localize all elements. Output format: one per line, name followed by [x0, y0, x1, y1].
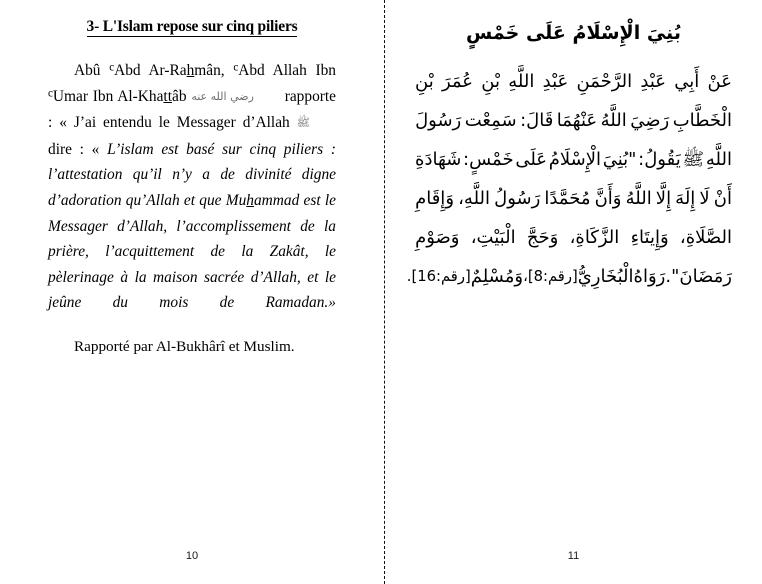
ar-line-2 [415, 101, 732, 140]
superscript-ayn-2: c [233, 61, 239, 74]
translit-underline-h1: h [186, 62, 195, 80]
ar-line-1-word-4: الرَّحْمَنِ [576, 71, 633, 92]
narration-quote-l4c: L’islam est basé sur [107, 140, 242, 158]
ar-line-4-word-2: لَا [699, 188, 710, 209]
ar-line-6-word-3: الْبُخَارِيُّ [577, 266, 634, 287]
ar-line-3-word-8: شَهَادَةِ [415, 149, 462, 170]
ar-line-5 [415, 218, 732, 257]
ar-line-5-word-4: وَحَجَّ [526, 227, 559, 248]
ar-line-3-word-6: عَلَى [515, 149, 548, 170]
translit-underline-h2: h [246, 192, 254, 210]
ar-line-2-word-4: عَنْهُمَا [556, 110, 598, 131]
ar-line-2-word-7: رَسُولَ [415, 110, 462, 131]
right-page-arabic [385, 0, 762, 584]
ar-line-2-word-3: اللَّهُ [600, 110, 627, 131]
ar-line-5-word-5: الْبَيْتِ، [470, 227, 516, 248]
ar-line-3-word-7: خَمْسٍ: [463, 149, 514, 170]
ar-line-2-word-2: رَضِيَ [630, 110, 670, 131]
narration-text-l2d: âb [171, 87, 187, 105]
ar-line-1 [415, 62, 732, 101]
ar-line-6-word-2: رَوَاهُ [633, 266, 666, 287]
ar-line-4-word-9: اللَّهِ، [458, 188, 491, 209]
narration-text-l2b: Umar Ibn Al-Kha [52, 87, 164, 105]
ar-line-4-word-1: أَنْ [713, 188, 732, 209]
ar-line-4-word-7: مُحَمَّدًا [544, 188, 591, 209]
folio-right: 11 [567, 550, 580, 562]
narration-quote-l9: l’acquittement de la Zakât, le pèlerinage à [48, 243, 336, 286]
source-attribution: Rapporté par Al-Bukhârî et Muslim. [74, 337, 295, 355]
folio-left: 10 [185, 550, 199, 562]
narration-text-l1a: Abû [74, 62, 110, 80]
ar-line-1-word-3: عَبْدِ [640, 71, 667, 92]
translit-underline-tt: tt [163, 87, 172, 105]
ar-line-2-word-1: الْخَطَّابِ [672, 110, 732, 131]
arabic-title: بُنِيَ الْإِسْلَامُ عَلَى خَمْسٍ [466, 22, 681, 44]
narration-quote-l7c: ammad est le Messager d’Allah, [48, 192, 337, 235]
narration-text-l2a: Ibn [315, 62, 336, 80]
ar-line-6-word-1: رَمَضَانَ". [665, 266, 732, 287]
ar-line-1-word-9: بْنِ [415, 71, 434, 92]
narration-quote-l11: mois de Ramadan.» [159, 294, 336, 312]
ar-line-2-word-5: قَالَ: [520, 110, 554, 131]
ar-line-6-word-6: [رقم:16]. [406, 268, 471, 285]
ar-line-3-word-4: "بُنِيَ [602, 149, 637, 170]
narration-quote-l10: la maison sacrée d’Allah, et le jeûne du [48, 268, 336, 312]
ar-line-6 [406, 257, 732, 296]
ar-line-3-word-1: اللَّهِ [705, 149, 732, 170]
chapter-heading-text: 3- L'Islam repose sur cinq piliers [87, 18, 298, 37]
ar-line-5-word-3: الزَّكَاةِ، [569, 227, 620, 248]
ar-line-3-word-3: يَقُولُ: [638, 149, 681, 170]
narration-text-l4a: d’Allah [242, 114, 290, 132]
chapter-heading [48, 18, 336, 37]
ar-line-1-word-7: بْنِ [481, 71, 501, 92]
ar-line-4-word-5: اللَّهُ [625, 188, 652, 209]
ar-line-3-word-2: ﷺ [682, 149, 705, 170]
narration-quote-l5: cinq piliers : l’attestation qu’il n’y a de [48, 140, 336, 184]
ar-line-1-word-5: عَبْدِ [542, 71, 569, 92]
sallallahu-alayhi-wasallam-icon: ﷺ [296, 116, 310, 130]
ar-line-1-word-1: عَنْ [707, 71, 732, 92]
superscript-ayn-1: c [109, 61, 115, 74]
narration-text-l4b: dire : « [48, 140, 108, 158]
ar-line-4-word-6: وَأَنَّ [594, 188, 622, 209]
ar-line-5-word-2: وَإِيتَاءِ [630, 227, 669, 248]
radiyallahu-anhu-icon: رضي الله عنه [191, 89, 254, 103]
ar-line-5-word-1: الصَّلَاةِ، [679, 227, 732, 248]
ar-line-4-word-3: إِلَهَ [675, 188, 696, 209]
narration-quote-l7a: Mu [225, 192, 247, 210]
ar-line-3 [415, 140, 732, 179]
ar-line-5-word-6: وَصَوْمِ [415, 227, 460, 248]
arabic-hadith-body [406, 62, 732, 296]
ar-line-1-word-8: عُمَرَ [441, 71, 474, 92]
ar-line-4-word-10: وَإِقَامِ [415, 188, 455, 209]
narration-quote-l8: l’accomplissement de la prière, [48, 217, 336, 261]
narration-quote-l6: divinité digne d’adoration qu’Allah et que [48, 166, 336, 210]
narration-text-l1b: Abd Ar-Ra [114, 62, 187, 80]
narration-text-l3: rapporte : « J’ai entendu le Messager [48, 87, 336, 132]
ar-line-6-word-5: وَمُسْلِمٌ [470, 266, 524, 287]
narration-paragraph [48, 58, 336, 316]
ar-line-1-word-2: أَبِي [674, 71, 700, 92]
superscript-ayn-3: c [48, 86, 53, 99]
ar-line-3-word-5: الْإِسْلَامُ [548, 149, 601, 170]
ar-line-1-word-6: اللَّهِ [508, 71, 535, 92]
ar-line-4 [415, 179, 732, 218]
narration-text-l1e: Abd Allah [238, 62, 307, 80]
ar-line-2-word-6: سَمِعْت [464, 110, 517, 131]
ar-line-4-word-4: إِلَّا [655, 188, 672, 209]
ar-line-4-word-8: رَسُولُ [494, 188, 541, 209]
narration-text-l1d: mân, [194, 62, 234, 80]
ar-line-6-word-4: [رقم:8]، [523, 268, 578, 285]
